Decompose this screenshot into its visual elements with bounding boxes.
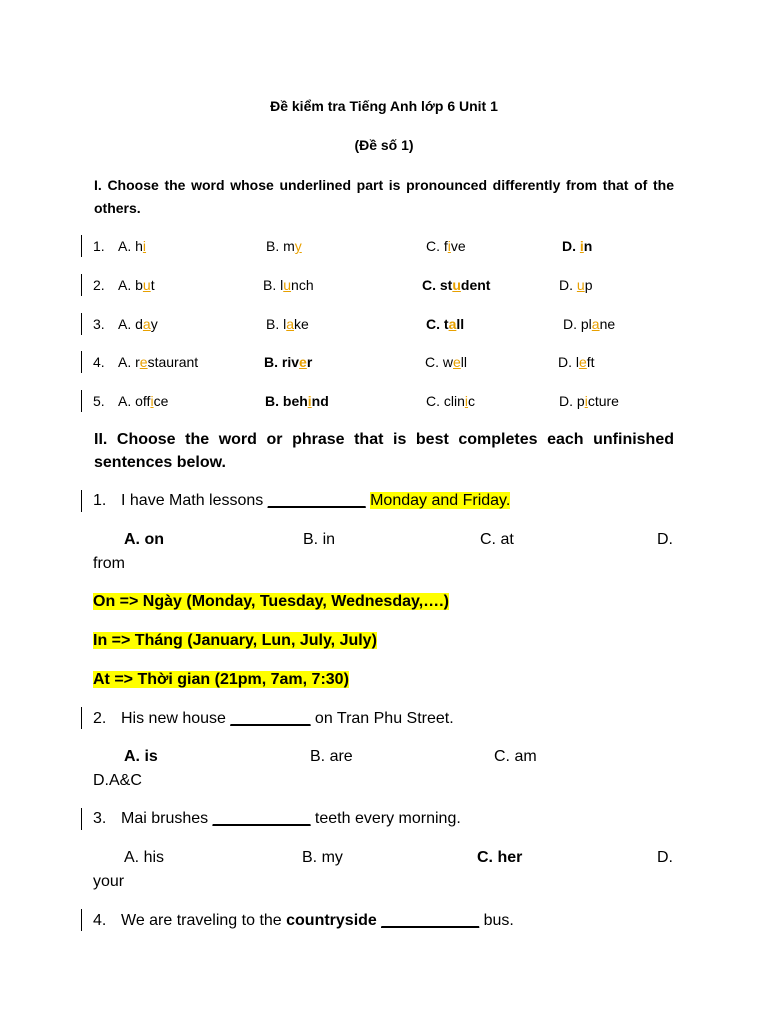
option-b: B. my [266, 238, 302, 254]
option-a: A. office [118, 393, 169, 409]
option-b: B. in [303, 531, 336, 548]
option-a: A. hi [118, 238, 147, 254]
question-number: 3. [93, 810, 107, 827]
option-d: D. [657, 531, 673, 548]
option-c: C. am [494, 748, 537, 765]
option-a: A. but [118, 277, 155, 293]
question-text: I have Math lessons ___________ Monday and Friday. [121, 492, 511, 509]
option-d: D. picture [559, 393, 619, 409]
section1-heading: I. Choose the word whose underlined part is pronounced differently from that of the others. [94, 177, 674, 216]
option-d-answer: D. in [562, 238, 593, 254]
revision-bar [81, 235, 82, 257]
option-d: D. [657, 849, 673, 866]
option-a: A. day [118, 316, 158, 332]
page-subtitle: (Đề số 1) [354, 137, 414, 153]
note-on: On => Ngày (Monday, Tuesday, Wednesday,….) [93, 593, 449, 610]
option-b: B. lake [266, 316, 309, 332]
revision-bar [81, 313, 82, 335]
question-number: 2. [93, 277, 105, 293]
option-c: C. clinic [426, 393, 476, 409]
option-b-answer: B. behind [265, 393, 329, 409]
question-number: 4. [93, 354, 105, 370]
option-a: A. his [124, 849, 165, 866]
option-d: D.A&C [93, 772, 142, 789]
question-text: His new house _________ on Tran Phu Street. [121, 710, 454, 727]
page-title: Đề kiểm tra Tiếng Anh lớp 6 Unit 1 [270, 98, 498, 114]
revision-bar [81, 274, 82, 296]
option-d: D. plane [563, 316, 616, 332]
question-text: Mai brushes ___________ teeth every morning. [121, 810, 461, 827]
option-c-answer: C. her [477, 849, 523, 866]
revision-bar [81, 351, 82, 373]
option-a: A. restaurant [118, 354, 199, 370]
option-d: D. left [558, 354, 595, 370]
question-number: 5. [93, 393, 105, 409]
option-d: D. up [559, 277, 593, 293]
option-c: C. five [426, 238, 466, 254]
question-number: 1. [93, 238, 105, 254]
option-c-answer: C. tall [426, 316, 465, 332]
section2-heading: II. Choose the word or phrase that is best completes each unfinished sentences below. [94, 431, 674, 471]
option-a-answer: A. on [124, 531, 164, 548]
revision-bar [81, 707, 82, 729]
revision-bar [81, 808, 82, 830]
option-a-answer: A. is [124, 748, 158, 765]
option-b: B. my [302, 849, 343, 866]
option-b-answer: B. river [264, 354, 313, 370]
option-c: C. well [425, 354, 468, 370]
option-d-wrap: your [93, 873, 125, 890]
question-text: We are traveling to the countryside ___________ bus. [121, 912, 514, 929]
revision-bar [81, 390, 82, 412]
option-c: C. at [480, 531, 514, 548]
note-at: At => Thời gian (21pm, 7am, 7:30) [93, 671, 349, 688]
option-d-wrap: from [93, 555, 125, 572]
question-number: 3. [93, 316, 105, 332]
option-b: B. lunch [263, 277, 314, 293]
revision-bar [81, 490, 82, 512]
question-number: 4. [93, 912, 107, 929]
note-in: In => Tháng (January, Lun, July, July) [93, 632, 377, 649]
revision-bar [81, 909, 82, 931]
option-c-answer: C. student [422, 277, 491, 293]
option-b: B. are [310, 748, 353, 765]
question-number: 2. [93, 710, 107, 727]
question-number: 1. [93, 492, 107, 509]
